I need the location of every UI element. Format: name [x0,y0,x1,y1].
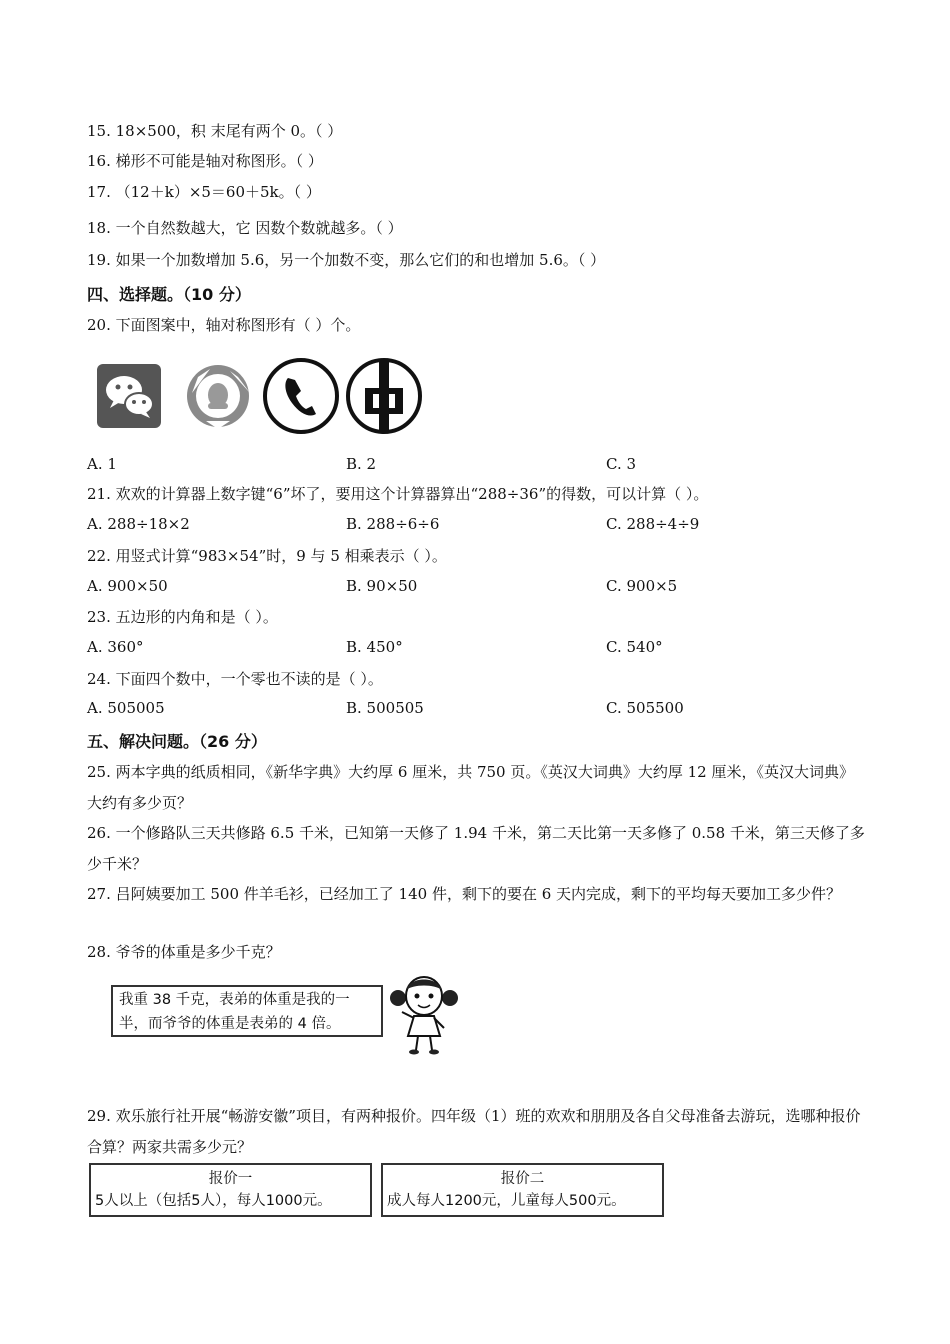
q21-option-b[interactable]: B. 288÷6÷6 [346,515,440,533]
section-5-title: 五、解决问题。（26 分） [87,732,267,751]
question-25: 25. 两本字典的纸质相同，《新华字典》大约厚 6 厘米，共 750 页。《英汉大词典》大约厚 12 厘米，《英汉大词典》大约有多少页？ [87,763,854,812]
question-22: 22. 用竖式计算“983×54”时，9 与 5 相乘表示（ ）。 [87,547,447,565]
question-number: 16. [87,152,111,170]
question-text: （12＋k）×5＝60＋5k。（ ） [115,183,321,201]
q20-option-c[interactable]: C. 3 [606,455,637,473]
q24-option-a[interactable]: A. 505005 [87,699,165,717]
section-4-title: 四、选择题。（10 分） [87,285,251,304]
q20-option-b[interactable]: B. 2 [346,455,377,473]
wechat-icon [96,363,162,429]
question-text: 如果一个加数增加 5.6，另一个加数不变，那么它们的和也增加 5.6。（ ） [115,251,606,269]
question-number: 19. [87,251,111,269]
question-text: 18×500，积 末尾有两个 0。（ ） [115,122,343,140]
price-1-title: 报价一 [208,1171,253,1187]
girl-illustration [384,972,464,1056]
question-20: 20. 下面图案中，轴对称图形有（ ）个。 [87,316,361,334]
question-text: 一个自然数越大，它 因数个数就越多。（ ） [115,219,403,237]
q21-option-c[interactable]: C. 288÷4÷9 [606,515,700,533]
q22-option-b[interactable]: B. 90×50 [346,577,418,595]
question-26: 26. 一个修路队三天共修路 6.5 千米，已知第一天修了 1.94 千米，第二天比第一天多修了 0.58 千米，第三天修了多少千米？ [87,824,865,873]
question-28: 28. 爷爷的体重是多少千克？ [87,943,281,961]
question-19 [87,250,605,270]
speech-line-1: 我重 38 千克，表弟的体重是我的一 [119,992,350,1008]
price-option-1 [89,1163,372,1217]
q23-option-b[interactable]: B. 450° [346,638,403,656]
price-option-2 [381,1163,664,1217]
question-24: 24. 下面四个数中，一个零也不读的是（ ）。 [87,670,383,688]
question-27: 27. 吕阿姨要加工 500 件羊毛衫，已经加工了 140 件，剩下的要在 6 天内完成，剩下的平均每天要加工多少件？ [87,885,842,903]
question-21: 21. 欢欢的计算器上数字键“6”坏了，要用这个计算器算出“288÷36”的得数，可以计算（ ）。 [87,485,709,503]
q20-option-a[interactable]: A. 1 [87,455,117,473]
question-29: 29. 欢乐旅行社开展“畅游安徽”项目，有两种报价。四年级（1）班的欢欢和朋朋及各自父母准备去游玩，选哪种报价合算？两家共需多少元？ [87,1107,861,1156]
question-number: 17. [87,183,111,201]
question-16 [87,151,323,171]
q24-option-c[interactable]: C. 505500 [606,699,684,717]
question-number: 18. [87,219,111,237]
q23-option-c[interactable]: C. 540° [606,638,663,656]
q22-option-a[interactable]: A. 900×50 [87,577,168,595]
speech-line-2: 半，而爷爷的体重是表弟的 4 倍。 [119,1016,341,1032]
price-2-body: 成人每人1200元，儿童每人500元。 [387,1193,626,1209]
question-number: 15. [87,122,111,140]
qq-circle-icon [180,363,256,429]
question-17 [87,182,321,202]
q24-option-b[interactable]: B. 500505 [346,699,424,717]
question-text: 梯形不可能是轴对称图形。（ ） [115,152,323,170]
q22-option-c[interactable]: C. 900×5 [606,577,678,595]
question-18 [87,218,403,238]
price-1-body: 5人以上（包括5人），每人1000元。 [95,1193,332,1209]
q21-option-a[interactable]: A. 288÷18×2 [87,515,190,533]
question-15 [87,121,342,141]
phone-icon [262,358,340,434]
question-23: 23. 五边形的内角和是（ ）。 [87,608,278,626]
q23-option-a[interactable]: A. 360° [87,638,144,656]
speech-bubble [111,985,383,1037]
bank-logo-icon [345,358,423,434]
price-2-title: 报价二 [500,1171,545,1187]
